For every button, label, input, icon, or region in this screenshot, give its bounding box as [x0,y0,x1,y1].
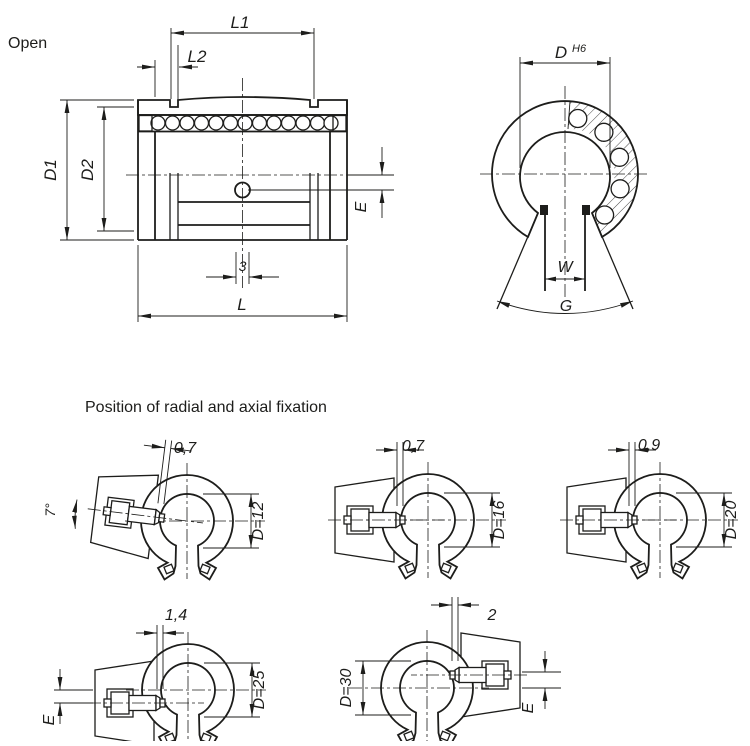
fixation-view-d12 [42,436,267,579]
dim-l2 [137,45,207,99]
dim-d2-label: D2 [78,159,97,181]
dim-l1-label: L1 [230,13,250,32]
dim-e-side-label: E [353,201,370,213]
dim-offset-label: E [41,714,58,726]
dim-bore-label: D=16 [491,500,508,540]
dim-bore-label: D=20 [723,500,740,540]
front-view [480,43,650,315]
dim-d2 [78,107,134,231]
dim-l2-label: L2 [187,47,207,66]
dim-bore-label: D=30 [338,668,355,708]
dim-w-label: W [557,259,573,276]
dim-bore-label: D=25 [251,670,268,710]
dim-d1-label: D1 [41,159,60,181]
dim-l-label: L [237,295,247,314]
dim-gap-label-d12: 0,7 [173,440,197,457]
dim-e-side [353,147,382,218]
dim-angle [42,500,77,529]
dim-gap-label-d20: 0,9 [637,437,661,454]
seal-left [139,116,152,132]
seal-end-right [582,205,590,215]
seal-end-left [540,205,548,215]
open-label: Open [8,35,48,52]
dim-g-label: G [559,298,573,315]
fixation-view-d25 [41,625,268,741]
dim-hole-label: 3 [238,258,247,274]
fixation-view-d16 [328,442,508,579]
dim-gap-label-d25: 1,4 [164,607,188,624]
dim-angle-label: 7° [42,503,58,517]
dim-gap-label-d16: 0,7 [401,438,425,455]
dim-g [497,298,633,315]
dim-d-label: D [554,43,568,62]
dim-offset-e [520,651,561,713]
dim-gap-label-d30: 2 [487,607,497,624]
fixation-view-d20 [560,442,740,579]
section-title: Position of radial and axial fixation [85,399,327,416]
dim-d-tolerance: H6 [572,43,587,55]
dim-offset-label: E [520,702,537,714]
side-view [41,13,394,322]
dim-bore-label: D=12 [250,501,267,541]
dim-offset-e [41,669,93,725]
fixation-view-d30 [338,597,561,741]
